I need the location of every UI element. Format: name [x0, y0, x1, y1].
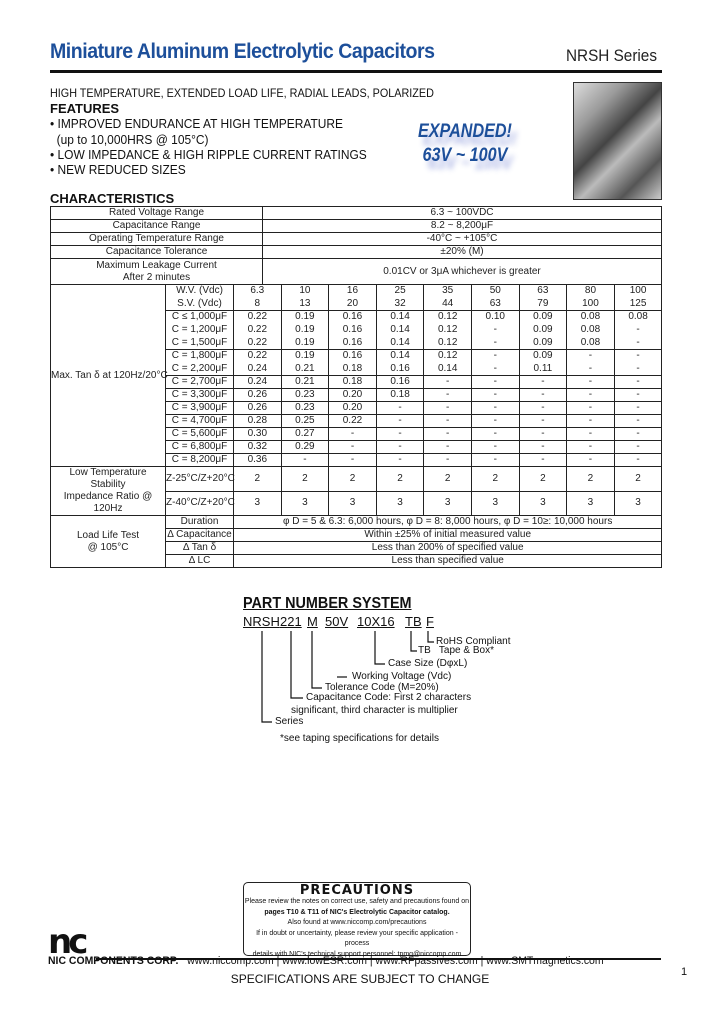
tan-delta-value: - — [376, 441, 424, 454]
taping-note: *see taping specifications for details — [280, 733, 439, 744]
wv-value: 6.3 — [234, 285, 282, 298]
code-series: NRSH — [243, 614, 280, 629]
capacitance-cell: C = 1,500μF — [166, 337, 234, 350]
impedance-ratio-value: 2 — [567, 467, 615, 492]
tan-delta-value: - — [424, 376, 472, 389]
tan-delta-value: 0.19 — [281, 324, 329, 337]
connector-rohs — [428, 631, 434, 642]
tan-delta-value: - — [614, 428, 662, 441]
tan-delta-value: 0.20 — [329, 389, 377, 402]
tan-delta-value: 0.14 — [376, 337, 424, 350]
tan-delta-value: - — [567, 363, 615, 376]
tan-delta-value: 0.10 — [471, 311, 519, 324]
tan-delta-value: - — [471, 337, 519, 350]
impedance-ratio-value: 3 — [614, 491, 662, 516]
low-temp-label: Low Temperature Stability Impedance Ratio @ 120Hz — [51, 467, 166, 516]
tan-delta-value: 0.22 — [234, 311, 282, 324]
impedance-ratio-value: 3 — [471, 491, 519, 516]
tan-delta-value: 0.08 — [614, 311, 662, 324]
connector-series — [262, 631, 272, 722]
tan-delta-value: - — [376, 402, 424, 415]
impedance-ratio-value: 3 — [424, 491, 472, 516]
wv-value: 63 — [519, 285, 567, 298]
tan-delta-value: - — [471, 324, 519, 337]
code-packaging: TB — [405, 614, 422, 629]
tan-delta-value: - — [376, 415, 424, 428]
tan-delta-value: - — [424, 402, 472, 415]
tan-delta-value: 0.14 — [424, 363, 472, 376]
tan-delta-value: 0.09 — [519, 311, 567, 324]
tan-delta-value: - — [471, 415, 519, 428]
tan-delta-value: - — [567, 376, 615, 389]
specs-notice: SPECIFICATIONS ARE SUBJECT TO CHANGE — [230, 972, 490, 986]
tan-delta-value: 0.24 — [234, 376, 282, 389]
tan-delta-value: 0.23 — [281, 402, 329, 415]
low-temp-condition: Z-40°C/Z+20°C — [166, 491, 234, 516]
char-value: 6.3 ~ 100VDC — [263, 207, 662, 220]
tan-delta-label: Max. Tan δ at 120Hz/20°C — [51, 285, 166, 467]
tan-delta-value: - — [567, 389, 615, 402]
code-case-size: 10X16 — [357, 614, 395, 629]
tan-delta-value: - — [614, 389, 662, 402]
tan-delta-value: 0.08 — [567, 311, 615, 324]
tan-delta-value: - — [614, 363, 662, 376]
code-voltage: 50V — [325, 614, 349, 629]
wv-value: 35 — [424, 285, 472, 298]
tan-delta-value: 0.16 — [329, 311, 377, 324]
tan-delta-value: - — [519, 402, 567, 415]
tan-delta-value: 0.26 — [234, 402, 282, 415]
tan-delta-value: - — [567, 454, 615, 467]
tan-delta-value: 0.19 — [281, 350, 329, 363]
precautions-line: Please review the notes on correct use, safety and precautions found on — [244, 898, 470, 905]
tan-delta-value: - — [567, 350, 615, 363]
load-life-item: Δ LC — [166, 555, 234, 568]
load-life-label: Load Life Test @ 105°C — [51, 516, 166, 568]
capacitance-cell: C = 6,800μF — [166, 441, 234, 454]
footer-link[interactable]: www.RFpassives.com — [375, 955, 478, 967]
feature-item: • LOW IMPEDANCE & HIGH RIPPLE CURRENT RATINGS — [50, 147, 367, 162]
feature-item: • IMPROVED ENDURANCE AT HIGH TEMPERATURE — [50, 116, 344, 131]
subtitle: HIGH TEMPERATURE, EXTENDED LOAD LIFE, RADIAL LEADS, POLARIZED — [50, 86, 434, 100]
tan-delta-value: - — [471, 454, 519, 467]
tan-delta-value: 0.16 — [329, 350, 377, 363]
tan-delta-value: - — [567, 428, 615, 441]
tan-delta-value: - — [471, 402, 519, 415]
load-life-item: Δ Tan δ — [166, 542, 234, 555]
tan-delta-value: - — [424, 441, 472, 454]
tan-delta-value: - — [329, 428, 377, 441]
tan-delta-value: 0.12 — [424, 311, 472, 324]
tan-delta-value: 0.19 — [281, 337, 329, 350]
tan-delta-value: - — [614, 324, 662, 337]
page-number: 1 — [681, 966, 688, 978]
sv-value: 79 — [519, 298, 567, 311]
tan-delta-value: 0.29 — [281, 441, 329, 454]
tan-delta-value: 0.20 — [329, 402, 377, 415]
precautions-link[interactable]: Also found at www.niccomp.com/precautions — [287, 919, 427, 926]
low-temp-condition: Z-25°C/Z+20°C — [166, 467, 234, 492]
tan-delta-value: - — [376, 428, 424, 441]
sv-value: 8 — [234, 298, 282, 311]
tan-delta-value: - — [471, 376, 519, 389]
capacitance-cell: C ≤ 1,000μF — [166, 311, 234, 324]
precautions-heading: PRECAUTIONS — [299, 883, 415, 898]
tan-delta-value: 0.11 — [519, 363, 567, 376]
capacitance-cell: C = 2,200μF — [166, 363, 234, 376]
sv-value: 125 — [614, 298, 662, 311]
load-life-value: Within ±25% of initial measured value — [234, 529, 662, 542]
connector-capacitance — [291, 631, 303, 698]
wv-value: 80 — [567, 285, 615, 298]
label-capacitance-2: significant, third character is multiplier — [291, 705, 458, 716]
tan-delta-value: 0.18 — [329, 376, 377, 389]
sv-value: 100 — [567, 298, 615, 311]
expanded-line1: EXPANDED! — [418, 121, 512, 142]
char-label: Rated Voltage Range — [51, 207, 263, 220]
char-label: Maximum Leakage Current After 2 minutes — [51, 259, 263, 285]
feature-item: • NEW REDUCED SIZES — [50, 162, 186, 177]
capacitance-cell: C = 3,900μF — [166, 402, 234, 415]
tan-delta-value: - — [471, 428, 519, 441]
tan-delta-value: 0.22 — [234, 324, 282, 337]
capacitance-cell: C = 1,800μF — [166, 350, 234, 363]
sv-value: 63 — [471, 298, 519, 311]
code-rohs: F — [426, 614, 434, 629]
wv-label: W.V. (Vdc) — [166, 285, 234, 298]
tan-delta-value: - — [329, 454, 377, 467]
tan-delta-value: - — [614, 402, 662, 415]
precautions-line: pages T10 & T11 of NIC's Electrolytic Capacitor catalog. — [264, 908, 450, 916]
load-life-value: Less than specified value — [234, 555, 662, 568]
tan-delta-value: 0.32 — [234, 441, 282, 454]
tan-delta-value: - — [567, 402, 615, 415]
char-label: Operating Temperature Range — [51, 233, 263, 246]
tan-delta-value: - — [281, 454, 329, 467]
wv-value: 10 — [281, 285, 329, 298]
impedance-ratio-value: 3 — [567, 491, 615, 516]
tan-delta-value: - — [614, 454, 662, 467]
tan-delta-value: - — [519, 454, 567, 467]
tan-delta-value: - — [519, 415, 567, 428]
tan-delta-value: 0.16 — [376, 376, 424, 389]
tan-delta-value: 0.12 — [424, 350, 472, 363]
tan-delta-value: - — [519, 428, 567, 441]
impedance-ratio-value: 2 — [424, 467, 472, 492]
expanded-line2: 63V ~ 100V — [422, 145, 508, 166]
tan-delta-value: - — [424, 454, 472, 467]
tan-delta-value: - — [424, 428, 472, 441]
footer-link[interactable]: www.lowESR.com — [282, 955, 368, 967]
precautions-line: details with NIC's technical support personnel: tpmg@niccomp.com — [252, 950, 462, 958]
impedance-ratio-value: 2 — [329, 467, 377, 492]
tan-delta-value: 0.22 — [329, 415, 377, 428]
connector-tb — [411, 631, 417, 651]
page-title: Miniature Aluminum Electrolytic Capacitors — [50, 40, 435, 63]
impedance-ratio-value: 2 — [471, 467, 519, 492]
impedance-ratio-value: 2 — [376, 467, 424, 492]
tan-delta-value: - — [471, 363, 519, 376]
code-tolerance: M — [307, 614, 318, 629]
precautions-box — [243, 882, 471, 956]
capacitance-cell: C = 5,600μF — [166, 428, 234, 441]
wv-value: 50 — [471, 285, 519, 298]
impedance-ratio-value: 3 — [234, 491, 282, 516]
sv-value: 44 — [424, 298, 472, 311]
tan-delta-value: - — [424, 389, 472, 402]
tan-delta-value: 0.19 — [281, 311, 329, 324]
label-rohs: RoHS Compliant — [436, 636, 511, 647]
tan-delta-value: 0.22 — [234, 350, 282, 363]
tan-delta-value: - — [614, 441, 662, 454]
tan-delta-value: 0.12 — [424, 324, 472, 337]
tan-delta-value: 0.21 — [281, 376, 329, 389]
wv-value: 100 — [614, 285, 662, 298]
tan-delta-value: - — [614, 376, 662, 389]
tan-delta-value: 0.18 — [329, 363, 377, 376]
tan-delta-value: - — [614, 350, 662, 363]
tan-delta-value: 0.24 — [234, 363, 282, 376]
load-life-value: Less than 200% of specified value — [234, 542, 662, 555]
tan-delta-value: - — [614, 415, 662, 428]
tan-delta-value: 0.12 — [424, 337, 472, 350]
tan-delta-value: 0.14 — [376, 324, 424, 337]
tan-delta-value: - — [329, 441, 377, 454]
part-number-heading: PART NUMBER SYSTEM — [243, 595, 412, 612]
footer-link[interactable]: www.niccomp.com — [187, 955, 274, 967]
impedance-ratio-value: 2 — [519, 467, 567, 492]
char-value: 0.01CV or 3μA whichever is greater — [263, 259, 662, 285]
tan-delta-value: - — [471, 350, 519, 363]
tan-delta-value: - — [376, 454, 424, 467]
impedance-ratio-value: 2 — [614, 467, 662, 492]
impedance-ratio-value: 2 — [281, 467, 329, 492]
sv-value: 13 — [281, 298, 329, 311]
footer-row: NIC COMPONENTS CORP. www.niccomp.com | www.lowESR.com | www.RFpassives.com | www.SMTmagnetics.com — [48, 955, 604, 967]
char-label: Capacitance Range — [51, 220, 263, 233]
char-value: -40°C ~ +105°C — [263, 233, 662, 246]
tan-delta-value: 0.26 — [234, 389, 282, 402]
tan-delta-value: 0.16 — [329, 324, 377, 337]
impedance-ratio-value: 3 — [376, 491, 424, 516]
char-label: Capacitance Tolerance — [51, 246, 263, 259]
tan-delta-value: - — [471, 441, 519, 454]
tan-delta-value: - — [614, 337, 662, 350]
nic-logo: nc — [48, 922, 85, 962]
impedance-ratio-value: 2 — [234, 467, 282, 492]
tan-delta-value: 0.14 — [376, 350, 424, 363]
connector-case — [375, 631, 385, 664]
tan-delta-value: 0.22 — [234, 337, 282, 350]
label-capacitance-1: Capacitance Code: First 2 characters — [306, 692, 472, 703]
footer-link[interactable]: www.SMTmagnetics.com — [486, 955, 604, 967]
label-series: Series — [275, 716, 304, 727]
tan-delta-value: 0.09 — [519, 350, 567, 363]
sv-value: 32 — [376, 298, 424, 311]
tan-delta-value: 0.14 — [376, 311, 424, 324]
wv-value: 25 — [376, 285, 424, 298]
tan-delta-value: 0.09 — [519, 337, 567, 350]
tan-delta-value: 0.16 — [376, 363, 424, 376]
tan-delta-value: - — [424, 415, 472, 428]
characteristics-heading: CHARACTERISTICS — [50, 191, 175, 206]
load-life-item: Duration — [166, 516, 234, 529]
char-value: 8.2 ~ 8,200μF — [263, 220, 662, 233]
connector-tolerance — [312, 631, 322, 688]
precautions-line: If in doubt or uncertainty, please review your specific application - process — [256, 929, 458, 947]
tan-delta-value: 0.36 — [234, 454, 282, 467]
char-value: ±20% (M) — [263, 246, 662, 259]
tan-delta-value: 0.28 — [234, 415, 282, 428]
tan-delta-value: 0.08 — [567, 337, 615, 350]
tan-delta-value: 0.23 — [281, 389, 329, 402]
tan-delta-value: 0.27 — [281, 428, 329, 441]
tan-delta-value: 0.09 — [519, 324, 567, 337]
label-tolerance: Tolerance Code (M=20%) — [325, 682, 439, 693]
capacitance-cell: C = 1,200μF — [166, 324, 234, 337]
tan-delta-value: - — [567, 441, 615, 454]
capacitance-cell: C = 8,200μF — [166, 454, 234, 467]
label-tape-box: TB Tape & Box* — [418, 645, 494, 656]
label-case-size: Case Size (DφxL) — [388, 658, 468, 669]
tan-delta-value: 0.08 — [567, 324, 615, 337]
series-name: NRSH Series — [566, 46, 657, 65]
capacitance-cell: C = 3,300μF — [166, 389, 234, 402]
tan-delta-value: - — [567, 415, 615, 428]
capacitance-cell: C = 2,700μF — [166, 376, 234, 389]
wv-value: 16 — [329, 285, 377, 298]
impedance-ratio-value: 3 — [519, 491, 567, 516]
features-heading: FEATURES — [50, 101, 120, 116]
label-working-voltage: Working Voltage (Vdc) — [352, 671, 452, 682]
impedance-ratio-value: 3 — [281, 491, 329, 516]
tan-delta-value: - — [519, 376, 567, 389]
tan-delta-value: - — [519, 441, 567, 454]
company-name: NIC COMPONENTS CORP. — [48, 955, 179, 967]
sv-label: S.V. (Vdc) — [166, 298, 234, 311]
tan-delta-value: 0.30 — [234, 428, 282, 441]
impedance-ratio-value: 3 — [329, 491, 377, 516]
tan-delta-value: 0.21 — [281, 363, 329, 376]
tan-delta-value: - — [471, 389, 519, 402]
load-life-item: Δ Capacitance — [167, 529, 232, 540]
tan-delta-value: 0.16 — [329, 337, 377, 350]
capacitance-cell: C = 4,700μF — [166, 415, 234, 428]
load-life-value: φ D = 5 & 6.3: 6,000 hours, φ D = 8: 8,000 hours, φ D = 10≥: 10,000 hours — [234, 516, 662, 529]
sv-value: 20 — [329, 298, 377, 311]
tan-delta-value: - — [519, 389, 567, 402]
tan-delta-value: 0.25 — [281, 415, 329, 428]
feature-item: (up to 10,000HRS @ 105°C) — [50, 132, 209, 147]
code-capacitance: 221 — [280, 614, 302, 629]
tan-delta-value: 0.18 — [376, 389, 424, 402]
